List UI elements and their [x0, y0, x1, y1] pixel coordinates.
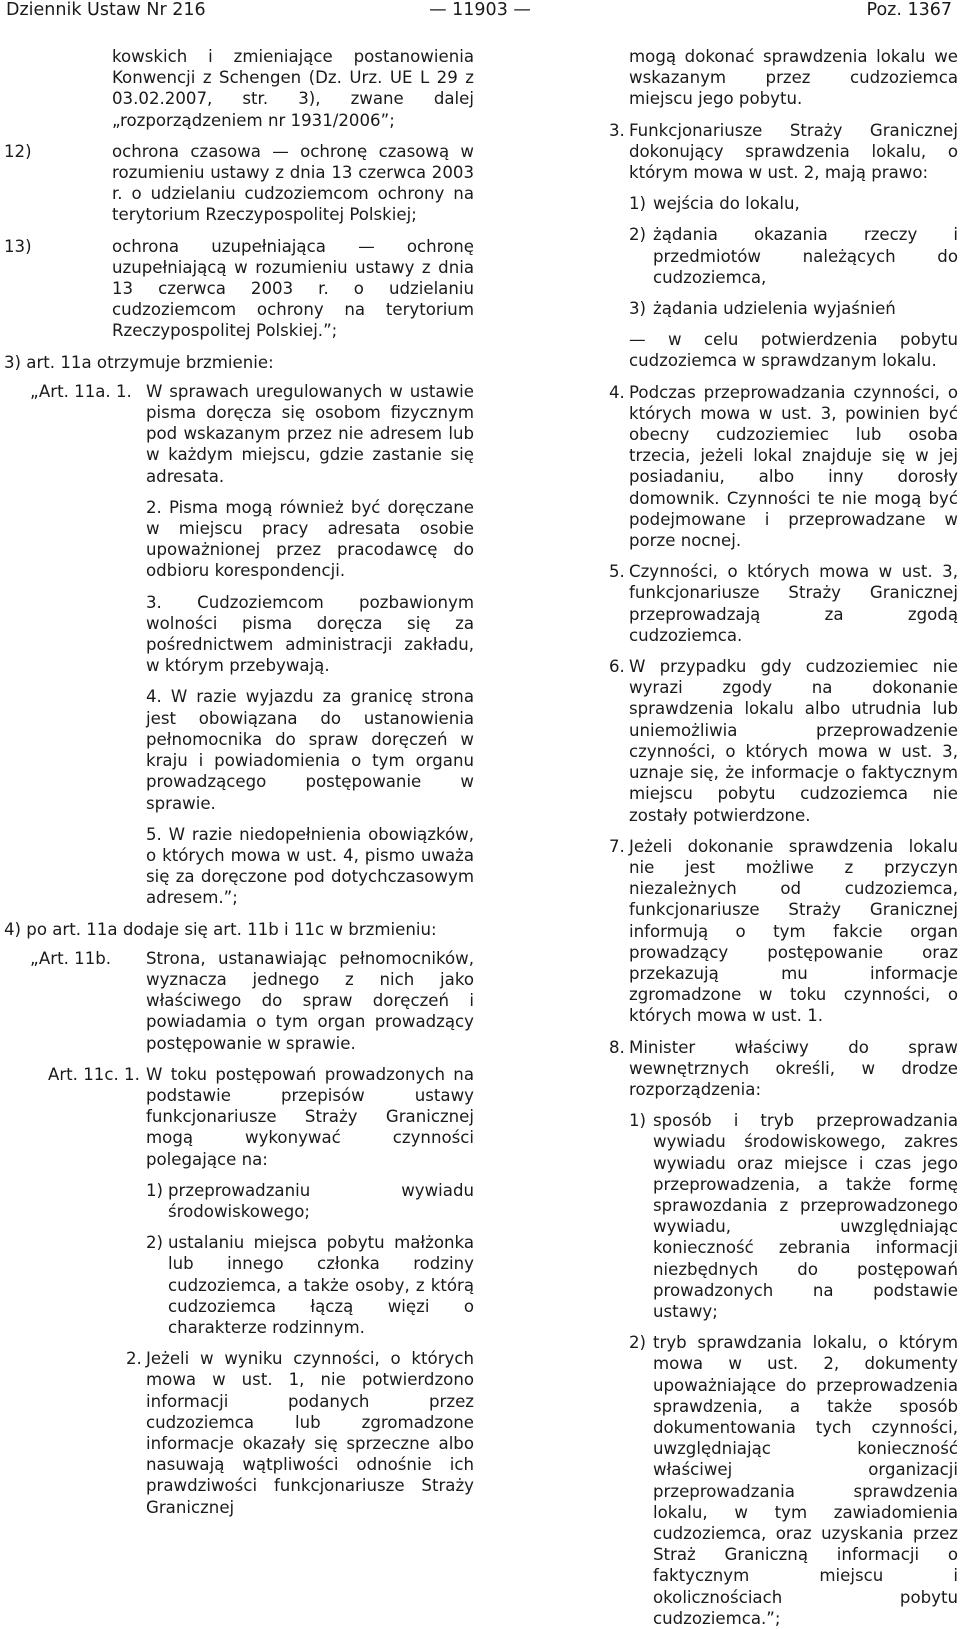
art-11a-ust-4: 4. W razie wyjazdu za granicę strona jest obowiązana do ustanowienia pełnomocnika do spraw doręczeń w kraju i powiadomienia o tym organu prowadzącego postępowanie w sprawie. [146, 687, 474, 813]
article-text: Strona, ustanawiając pełnomocników, wyznacza jednego z nich jako właściwego do spraw doręczeń i powiadamia o tym organ prowadzący postępowanie w sprawie. [146, 948, 474, 1053]
paragraph-continuation: kowskich i zmieniające postanowienia Konwencji z Schengen (Dz. Urz. UE L 29 z 03.02.2007, str. 3), zwane dalej „rozporządzeniem nr 1931/2006”; [112, 47, 474, 130]
art-11c-sub-2 [4, 1232, 474, 1338]
art-11a-ust-2: 2. Pisma mogą również być doręczane w miejscu pracy adresata osobie upoważnionej przez pracodawcę do odbioru korespondencji. [146, 497, 474, 581]
page-number: — 11903 — [429, 0, 531, 20]
sub-number: 1) [146, 1180, 164, 1200]
item-text: ochrona uzupełniająca — ochronę uzupełniającą w rozumieniu ustawy z dnia 13 czerwca 2003 r. o udzielaniu cudzoziemcom ochrony na terytorium Rzeczypospolitej Polskiej.”; [112, 236, 474, 341]
art-11a-ust-5: 5. W razie niedopełnienia obowiązków, o których mowa w ust. 4, pismo uważa się za doręczone pod dotychczasowym adresem.”; [146, 824, 474, 908]
ust-number: 7. [609, 836, 625, 856]
sub-text: żądania okazania rzeczy i przedmiotów należących do cudzoziemca, [653, 225, 958, 287]
sub-number: 1) [629, 194, 647, 214]
ust-3-sub-2 [503, 224, 958, 288]
ust-8 [503, 1037, 958, 1101]
ust-5 [503, 561, 958, 646]
ust-text: Minister właściwy do spraw wewnętrznych określi, w drodze rozporządzenia: [629, 1037, 958, 1099]
item-number: 12) [4, 141, 32, 161]
article-number: „Art. 11b. [30, 948, 112, 968]
page-header [0, 0, 960, 40]
sub-text: ustalaniu miejsca pobytu małżonka lub innego członka rodziny cudzoziemca, a także osoby, z którą cudzoziemca łączą więzi o charakterze rodzinnym. [168, 1233, 474, 1337]
ust-3-sub-3 [503, 298, 958, 319]
sub-number: 2) [146, 1233, 164, 1253]
ust-text: W przypadku gdy cudzoziemiec nie wyrazi zgody na dokonanie sprawdzenia lokalu albo utrudnia lub uniemożliwia przeprowadzenie czynności, o których mowa w ust. 3, uznaje się, że informacje o faktycznym miejscu pobytu cudzoziemca nie zostały potwierdzone. [629, 657, 958, 825]
sub-text: wejścia do lokalu, [653, 194, 800, 214]
article-number: „Art. 11a. 1. [30, 381, 132, 401]
ust-number: 8. [609, 1037, 625, 1057]
art-11c-ust-2 [4, 1348, 474, 1518]
list-item-13 [4, 236, 474, 342]
journal-title: Dziennik Ustaw Nr 216 [6, 0, 206, 20]
ust-text: Czynności, o których mowa w ust. 3, funkcjonariusze Straży Granicznej przeprowadzają za zgodą cudzoziemca. [629, 562, 958, 645]
ust-text: Funkcjonariusze Straży Granicznej dokonujący sprawdzenia lokalu, o którym mowa w ust. 2, mają prawo: [629, 120, 958, 183]
ust-7 [503, 836, 958, 1027]
sub-text: sposób i tryb przeprowadzania wywiadu środowiskowego, zakres wywiadu oraz miejsce i czas jego przeprowadzenia, a także formę sprawozdania z przeprowadzonego wywiadu, uwzględniając konieczność zebrania informacji niezbędnych do postępowań prowadzonych na podstawie ustawy; [653, 1111, 958, 1321]
ust-3-closing-dash: — w celu potwierdzenia pobytu cudzoziemca w sprawdzanym lokalu. [629, 330, 958, 371]
sub-number: 1) [629, 1111, 647, 1131]
ust-number: 6. [609, 657, 625, 677]
art-11b [4, 948, 474, 1054]
sub-text: tryb sprawdzania lokalu, o którym mowa w ust. 2, dokumenty upoważniające do przeprowadzenia sprawdzenia, a także sposób dokumentowania tych czynności, uwzględniając konieczność właściwej organizacji przeprowadzania sprawdzenia lokalu, w tym zawiadomienia cudzoziemca, oraz uzyskania przez Straż Graniczną informacji o faktycznym miejscu i okolicznościach pobytu cudzoziemca.”; [653, 1333, 958, 1628]
ust-text: Jeżeli w wyniku czynności, o których mowa w ust. 1, nie potwierdzono informacji podanych przez cudzoziemca lub zgromadzone informacje okazały się sprzeczne albo nasuwają wątpliwości odnośnie ich prawdziwości funkcjonariusze Straży Granicznej [146, 1349, 474, 1517]
ust-number: 2. [126, 1349, 142, 1369]
ust-number: 5. [609, 562, 625, 582]
ust-8-sub-1 [503, 1110, 958, 1322]
point-3: 3) art. 11a otrzymuje brzmienie: [4, 352, 274, 372]
ust-4 [503, 382, 958, 552]
sub-number: 3) [629, 299, 647, 319]
right-column [503, 46, 958, 1629]
point-4: 4) po art. 11a dodaje się art. 11b i 11c w brzmieniu: [4, 919, 437, 939]
article-text: W sprawach uregulowanych w ustawie pisma doręcza się osobom fizycznym pod wskazanym przez nie adresem lub w każdym miejscu, gdzie zastanie się adresata. [146, 381, 474, 486]
list-item-12 [4, 141, 474, 226]
ust-text: Podczas przeprowadzania czynności, o których mowa w ust. 3, powinien być obecny cudzoziemiec lub osoba trzecia, jeżeli lokal znajduje się w jej posiadaniu, albo inny dorosły domownik. Czynności te nie mogą być podejmowane i przeprowadzane w porze nocnej. [629, 382, 958, 551]
position-number: Poz. 1367 [866, 0, 952, 20]
ust-number: 4. [609, 382, 625, 402]
ust-6 [503, 656, 958, 826]
article-text: W toku postępowań prowadzonych na podstawie przepisów ustawy funkcjonariusze Straży Granicznej mogą wykonywać czynności polegające na: [146, 1064, 474, 1169]
art-11c-ust-1 [4, 1064, 474, 1170]
sub-text: przeprowadzaniu wywiadu środowiskowego; [168, 1180, 474, 1221]
item-text: ochrona czasowa — ochronę czasową w rozumieniu ustawy z dnia 13 czerwca 2003 r. o udzielaniu cudzoziemcom ochrony na terytorium Rzeczypospolitej Polskiej; [112, 141, 474, 225]
ust-3 [503, 120, 958, 184]
sub-number: 2) [629, 225, 647, 245]
ust-text: Jeżeli dokonanie sprawdzenia lokalu nie jest możliwe z przyczyn niezależnych od cudzoziemca, funkcjonariusze Straży Granicznej informują o tym fakcie organ prowadzący postępowanie oraz przekazują mu informacje zgromadzone w toku czynności, o których mowa w ust. 1. [629, 836, 958, 1026]
sub-text: żądania udzielenia wyjaśnień [653, 299, 896, 319]
art-11a-ust-1 [4, 381, 474, 487]
ust-8-sub-2 [503, 1332, 958, 1629]
art-11c-sub-1 [4, 1180, 474, 1222]
item-number: 13) [4, 236, 32, 256]
art-11a-ust-3: 3. Cudzoziemcom pozbawionym wolności pisma doręcza się za pośrednictwem administracji zakładu, w którym przebywają. [146, 592, 474, 676]
ust-number: 3. [609, 120, 625, 140]
article-number: Art. 11c. 1. [48, 1064, 140, 1084]
left-column [4, 46, 474, 1518]
paragraph-continuation: mogą dokonać sprawdzenia lokalu we wskazanym przez cudzoziemca miejscu jego pobytu. [629, 47, 958, 109]
ust-3-sub-1 [503, 193, 958, 214]
sub-number: 2) [629, 1333, 647, 1353]
